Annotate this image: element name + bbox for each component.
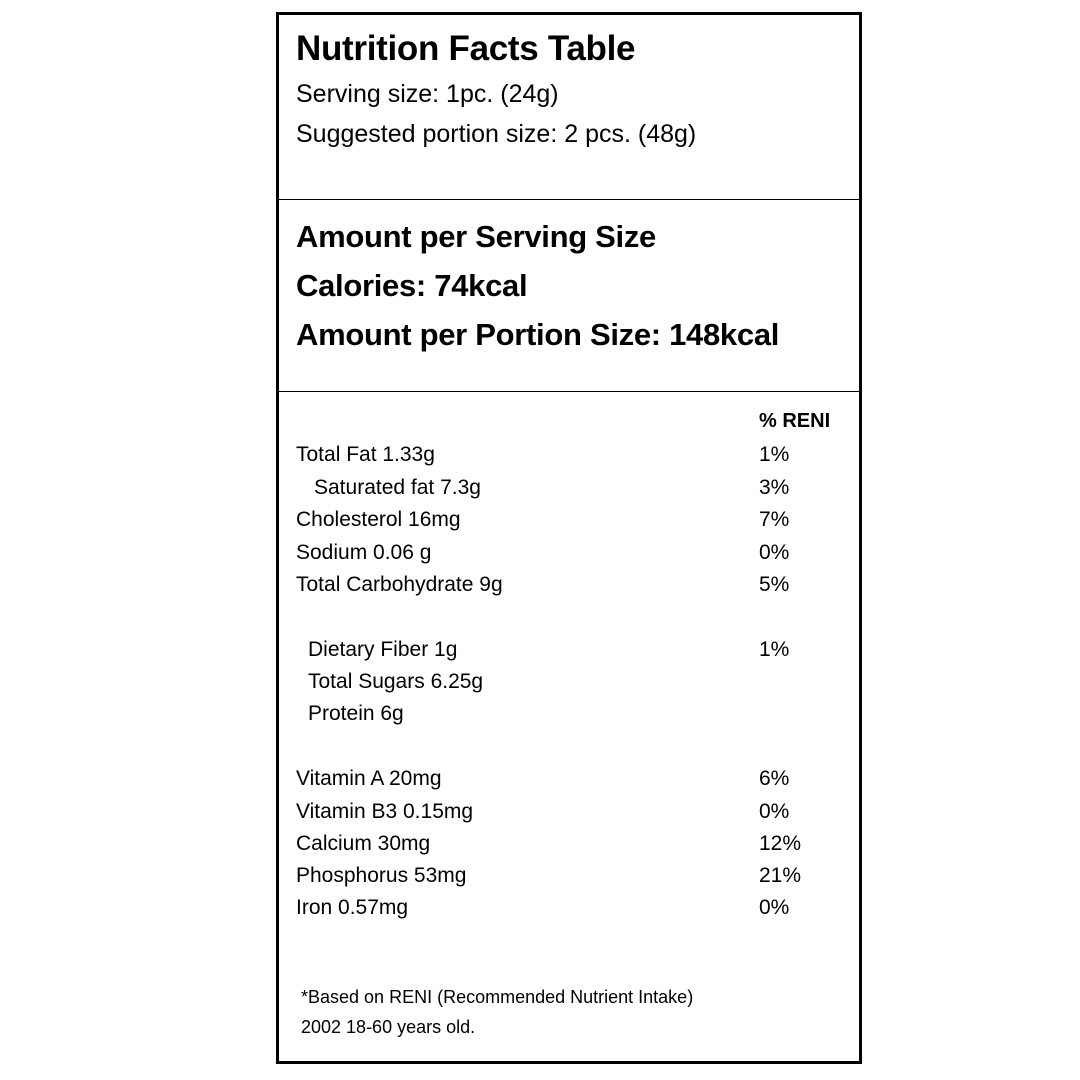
nutrient-row	[279, 542, 859, 568]
reni-footnote: *Based on RENI (Recommended Nutrient Intake) 2002 18-60 years old.	[301, 987, 694, 1037]
amount-section	[279, 200, 859, 392]
amount-per-portion: Amount per Portion Size: 148kcal	[296, 317, 780, 352]
portion-size: Suggested portion size: 2 pcs. (48g)	[296, 120, 697, 148]
nutrient-name: Total Carbohydrate 9g	[296, 573, 503, 596]
nutrient-percent: 0%	[759, 896, 790, 919]
nutrient-name: Protein 6g	[308, 702, 404, 725]
nutrient-percent: 12%	[759, 832, 802, 855]
nutrient-percent: 1%	[759, 443, 790, 466]
nutrient-percent: 6%	[759, 767, 790, 790]
nutrient-percent: 1%	[759, 638, 790, 661]
nutrient-row	[279, 639, 859, 665]
nutrient-row	[279, 865, 859, 891]
calories-value: Calories: 74kcal	[296, 268, 528, 303]
nutrient-name: Saturated fat 7.3g	[314, 476, 481, 499]
nutrient-name: Vitamin B3 0.15mg	[296, 800, 474, 823]
nutrient-row	[279, 703, 859, 729]
amount-per-serving-heading: Amount per Serving Size	[296, 219, 656, 254]
nutrient-percent: 5%	[759, 573, 790, 596]
reni-column-header: % RENI	[759, 410, 831, 432]
nutrient-name: Sodium 0.06 g	[296, 541, 432, 564]
nutrient-row	[279, 801, 859, 827]
nutrition-facts-label	[276, 12, 862, 1064]
nutrient-name: Total Fat 1.33g	[296, 443, 435, 466]
serving-size: Serving size: 1pc. (24g)	[296, 80, 559, 108]
nutrient-name: Phosphorus 53mg	[296, 864, 467, 887]
nutrient-name: Vitamin A 20mg	[296, 767, 442, 790]
nutrient-percent: 21%	[759, 864, 802, 887]
nutrient-row	[279, 768, 859, 794]
nutrient-name: Dietary Fiber 1g	[308, 638, 458, 661]
nutrient-row	[279, 509, 859, 535]
label-header	[279, 15, 859, 200]
nutrient-row	[279, 671, 859, 697]
nutrients-section	[279, 392, 859, 1061]
nutrient-row	[279, 444, 859, 470]
nutrient-row	[279, 574, 859, 600]
nutrient-percent: 7%	[759, 508, 790, 531]
label-title: Nutrition Facts Table	[296, 29, 636, 68]
nutrient-percent: 3%	[759, 476, 790, 499]
nutrient-row	[279, 833, 859, 859]
nutrient-row	[279, 477, 859, 503]
nutrient-name: Calcium 30mg	[296, 832, 431, 855]
nutrient-percent: 0%	[759, 800, 790, 823]
nutrient-row	[279, 897, 859, 923]
nutrient-name: Cholesterol 16mg	[296, 508, 461, 531]
nutrient-name: Total Sugars 6.25g	[308, 670, 484, 693]
nutrient-percent: 0%	[759, 541, 790, 564]
nutrient-name: Iron 0.57mg	[296, 896, 409, 919]
